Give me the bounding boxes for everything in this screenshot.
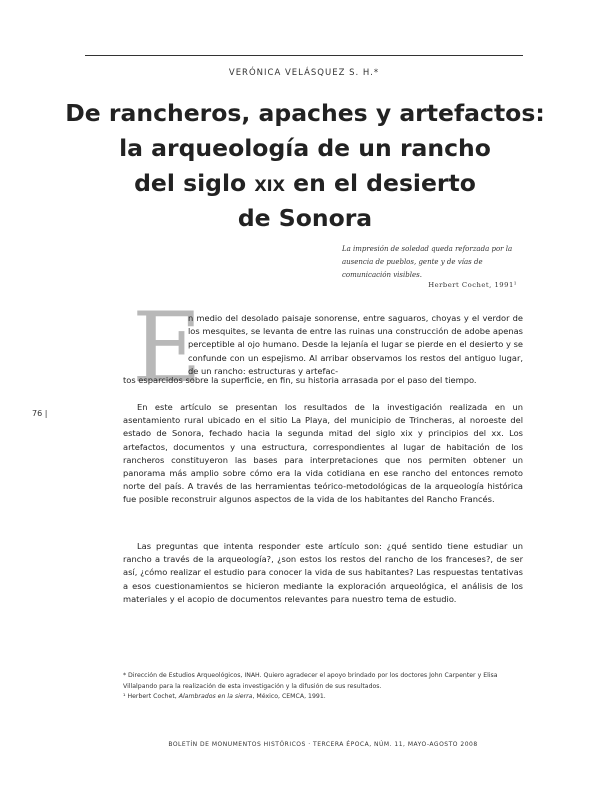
footnote-2-prefix: ¹ Herbert Cochet, xyxy=(123,693,177,700)
title-line-3 xyxy=(60,166,550,201)
title-line-1: De rancheros, apaches y artefactos: xyxy=(65,99,545,127)
running-footer: BOLETÍN DE MONUMENTOS HISTÓRICOS · TERCERA ÉPOCA, NÚM. 11, MAYO-AGOSTO 2008 xyxy=(168,741,478,748)
title-line-4: de Sonora xyxy=(237,204,373,232)
header-rule xyxy=(85,55,523,56)
body-paragraph-1: n medio del desolado paisaje sonorense, entre saguaros, choyas y el verdor de los mesquites, se levanta de entre las ruinas una construcción de adobe apenas perceptible al ojo humano. Desde la lejanía el lugar se pierde en el desierto y se confunde con un espejismo. Al arribar observamos los restos del antiguo lugar, de un rancho: estructuras y artefac- xyxy=(188,313,523,376)
article-title xyxy=(60,96,550,236)
title-line-3-end: en el desierto xyxy=(293,169,476,197)
body-paragraph-1-continuation: tos esparcidos sobre la superficie, en fin, su historia arrasada por el paso del tiempo. xyxy=(123,375,477,385)
footnote-2 xyxy=(123,692,523,703)
footnote-2-title: Alambrados en la sierra xyxy=(178,693,253,700)
footnote-2-suffix: , México, CEMCA, 1991. xyxy=(252,693,326,700)
author-name: VERÓNICA VELÁSQUEZ S. H.* xyxy=(228,68,380,78)
epigraph-quote: La impresión de soledad queda reforzada por la ausencia de pueblos, gente y de vías de comunicación visibles. xyxy=(342,245,513,279)
body-paragraph-3: Las preguntas que intenta responder este artículo son: ¿qué sentido tiene estudiar un rancho a través de la arqueología?, ¿son estos los restos del rancho de los franceses?, de ser así, ¿cómo realizar el estudio para conocer la vida de sus habitantes? Las respuestas tentativas a esos cuestionamientos se hicieron mediante la exploración arqueológica, el análisis de los materiales y el acopio de documentos relevantes para nuestro tema de estudio. xyxy=(123,541,523,604)
page-number: 76 | xyxy=(32,409,48,418)
drop-cap: E xyxy=(132,292,203,404)
title-line-3-start: del siglo xyxy=(134,169,247,197)
title-century: xix xyxy=(254,169,285,197)
footnotes xyxy=(123,671,523,703)
title-line-2: la arqueología de un rancho xyxy=(119,134,491,162)
footnote-1: * Dirección de Estudios Arqueológicos, INAH. Quiero agradecer el apoyo brindado por los doctores John Carpenter y Elisa Villalpando para la realización de esta investigación y la difusión de sus resultados. xyxy=(123,672,498,690)
body-paragraph-2: En este artículo se presentan los resultados de la investigación realizada en un asentamiento rural ubicado en el sitio La Playa, del municipio de Trincheras, al noroeste del estado de Sonora, fechado hacia la segunda mitad del siglo xix y principios del xx. Los artefactos, documentos y una estructura, correspondientes al lugar de habitación de los rancheros constituyeron las bases para interpretaciones que nos permiten obtener un panorama más amplio sobre cómo era la vida cotidiana en ese rancho del entonces remoto norte del país. A través de las herramientas teórico-metodológicas de la arqueología histórica fue posible reconstruir algunos aspectos de la vida de los habitantes del Rancho Francés. xyxy=(123,402,523,505)
epigraph-source: Herbert Cochet, 1991¹ xyxy=(428,281,517,289)
